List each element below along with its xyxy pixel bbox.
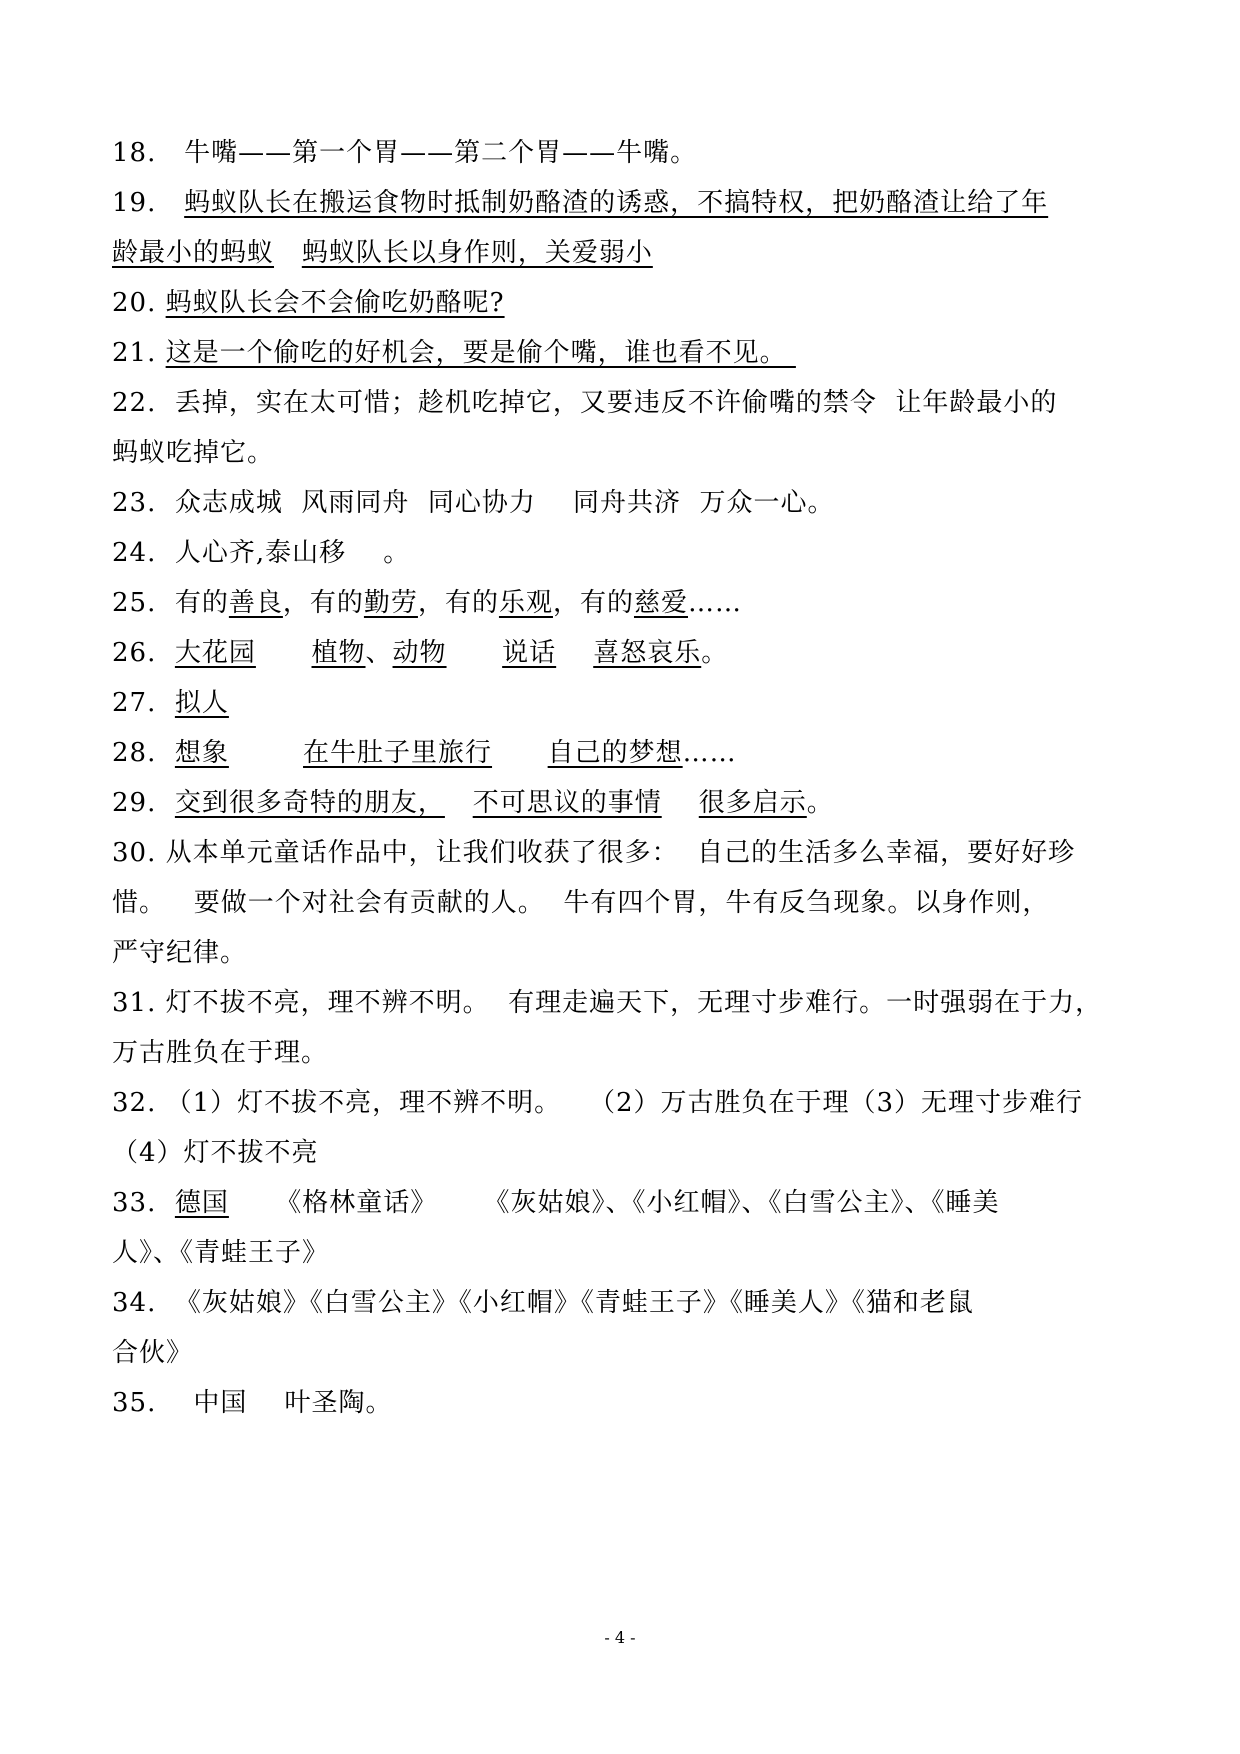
text-segment: 合伙》: [112, 1338, 194, 1368]
text-segment: 33.: [112, 1188, 175, 1218]
text-segment: 27.: [112, 688, 175, 718]
text-segment: [556, 638, 593, 668]
text-segment: 23. 众志成城 风雨同舟 同心协力 同舟共济 万众一心。: [112, 488, 835, 518]
text-segment: 32. （1）灯不拔不亮，理不辨不明。 （2）万古胜负在于理（3）无理寸步难行: [112, 1088, 1084, 1118]
text-line: [112, 428, 1127, 478]
text-segment: 35. 中国 叶圣陶。: [112, 1388, 393, 1418]
page-number: - 4 -: [604, 1628, 636, 1647]
text-line: [112, 378, 1127, 428]
answer-text: 蚂蚁队长在搬运食物时抵制奶酪渣的诱惑，不搞特权，把奶酪渣让给了年: [184, 188, 1049, 218]
text-segment: 。: [806, 788, 834, 818]
answer-text: 在牛肚子里旅行: [303, 738, 493, 768]
text-line: [112, 528, 1127, 578]
text-line: [112, 678, 1127, 728]
text-segment: 19.: [112, 188, 185, 218]
text-segment: 21.: [112, 338, 166, 368]
text-line: [112, 628, 1127, 678]
text-segment: 。: [701, 638, 729, 668]
text-segment: 18.: [112, 138, 185, 168]
answer-text: 不可思议的事情: [472, 788, 662, 818]
text-segment: ，有的: [417, 588, 499, 618]
answer-text: 交到很多奇特的朋友，: [174, 788, 445, 818]
text-segment: 《格林童话》 《灰姑娘》、《小红帽》、《白雪公主》、《睡美: [228, 1188, 1000, 1218]
text-segment: [447, 638, 503, 668]
text-segment: 30. 从本单元童话作品中，让我们收获了很多： 自己的生活多么幸福，要好好珍: [112, 838, 1076, 868]
answer-text: 慈爱: [633, 588, 688, 618]
text-line: [112, 178, 1127, 228]
text-line: [112, 978, 1127, 1028]
text-line: [112, 1228, 1127, 1278]
text-segment: [492, 738, 548, 768]
answer-text: 植物: [311, 638, 366, 668]
answer-text: 拟人: [174, 688, 229, 718]
text-segment: [274, 238, 302, 268]
answer-text: 喜怒哀乐: [593, 638, 702, 668]
text-segment: ，有的: [282, 588, 364, 618]
text-segment: 25. 有的: [112, 588, 229, 618]
text-line: [112, 1128, 1127, 1178]
text-line: [112, 928, 1127, 978]
answer-text: 龄最小的蚂蚁: [112, 238, 275, 268]
text-line: [112, 278, 1127, 328]
text-segment: 严守纪律。: [112, 938, 248, 968]
text-segment: 26.: [112, 638, 175, 668]
answer-text: 勤劳: [363, 588, 418, 618]
answer-text: 德国: [174, 1188, 229, 1218]
text-line: [112, 128, 1127, 178]
text-segment: 28.: [112, 738, 175, 768]
text-line: [112, 1028, 1127, 1078]
text-line: [112, 828, 1127, 878]
text-line: [112, 1078, 1127, 1128]
text-segment: [445, 788, 473, 818]
text-segment: 24. 人心齐,泰山移 。: [112, 538, 411, 568]
answer-text: 乐观: [498, 588, 553, 618]
text-segment: （4）灯不拔不亮: [112, 1138, 319, 1168]
text-line: [112, 778, 1127, 828]
text-segment: ……: [688, 588, 742, 618]
text-segment: 万古胜负在于理。: [112, 1038, 329, 1068]
text-segment: 31. 灯不拔不亮，理不辨不明。 有理走遍天下，无理寸步难行。一时强弱在于力，: [112, 988, 1103, 1018]
text-line: [112, 1378, 1127, 1428]
text-segment: [229, 738, 303, 768]
text-segment: 蚂蚁吃掉它。: [112, 438, 275, 468]
answer-text: 这是一个偷吃的好机会，要是偷个嘴，谁也看不见。: [165, 338, 796, 368]
answer-text: 很多启示: [698, 788, 807, 818]
text-segment: 20.: [112, 288, 166, 318]
text-segment: 牛嘴——第一个胃——第二个胃——牛嘴。: [184, 138, 698, 168]
answer-text: 说话: [502, 638, 557, 668]
text-line: [112, 1278, 1127, 1328]
answer-text: 善良: [228, 588, 283, 618]
answer-text: 蚂蚁队长会不会偷吃奶酪呢?: [165, 288, 505, 318]
answer-text: 想象: [174, 738, 229, 768]
answer-text: 自己的梦想: [547, 738, 683, 768]
text-line: [112, 228, 1127, 278]
text-segment: 34. 《灰姑娘》《白雪公主》《小红帽》《青蛙王子》《睡美人》《猫和老鼠: [112, 1288, 974, 1318]
text-segment: ……: [682, 738, 737, 768]
text-line: [112, 578, 1127, 628]
text-line: [112, 478, 1127, 528]
text-line: [112, 328, 1127, 378]
text-segment: 29.: [112, 788, 175, 818]
text-segment: 惜。 要做一个对社会有贡献的人。 牛有四个胃，牛有反刍现象。以身作则，: [112, 888, 1050, 918]
text-segment: ，有的: [552, 588, 634, 618]
text-segment: [662, 788, 699, 818]
answer-text: 蚂蚁队长以身作则，关爱弱小: [301, 238, 653, 268]
answer-text: 大花园: [174, 638, 256, 668]
document-body: [112, 128, 1127, 1428]
text-line: [112, 1328, 1127, 1378]
text-line: [112, 878, 1127, 928]
text-line: [112, 1178, 1127, 1228]
text-line: [112, 728, 1127, 778]
text-segment: 人》、《青蛙王子》: [112, 1238, 330, 1268]
text-segment: [256, 638, 312, 668]
text-segment: 22. 丢掉，实在太可惜；趁机吃掉它，又要违反不许偷嘴的禁令 让年龄最小的: [112, 388, 1058, 418]
answer-text: 动物: [392, 638, 447, 668]
text-segment: 、: [365, 638, 393, 668]
